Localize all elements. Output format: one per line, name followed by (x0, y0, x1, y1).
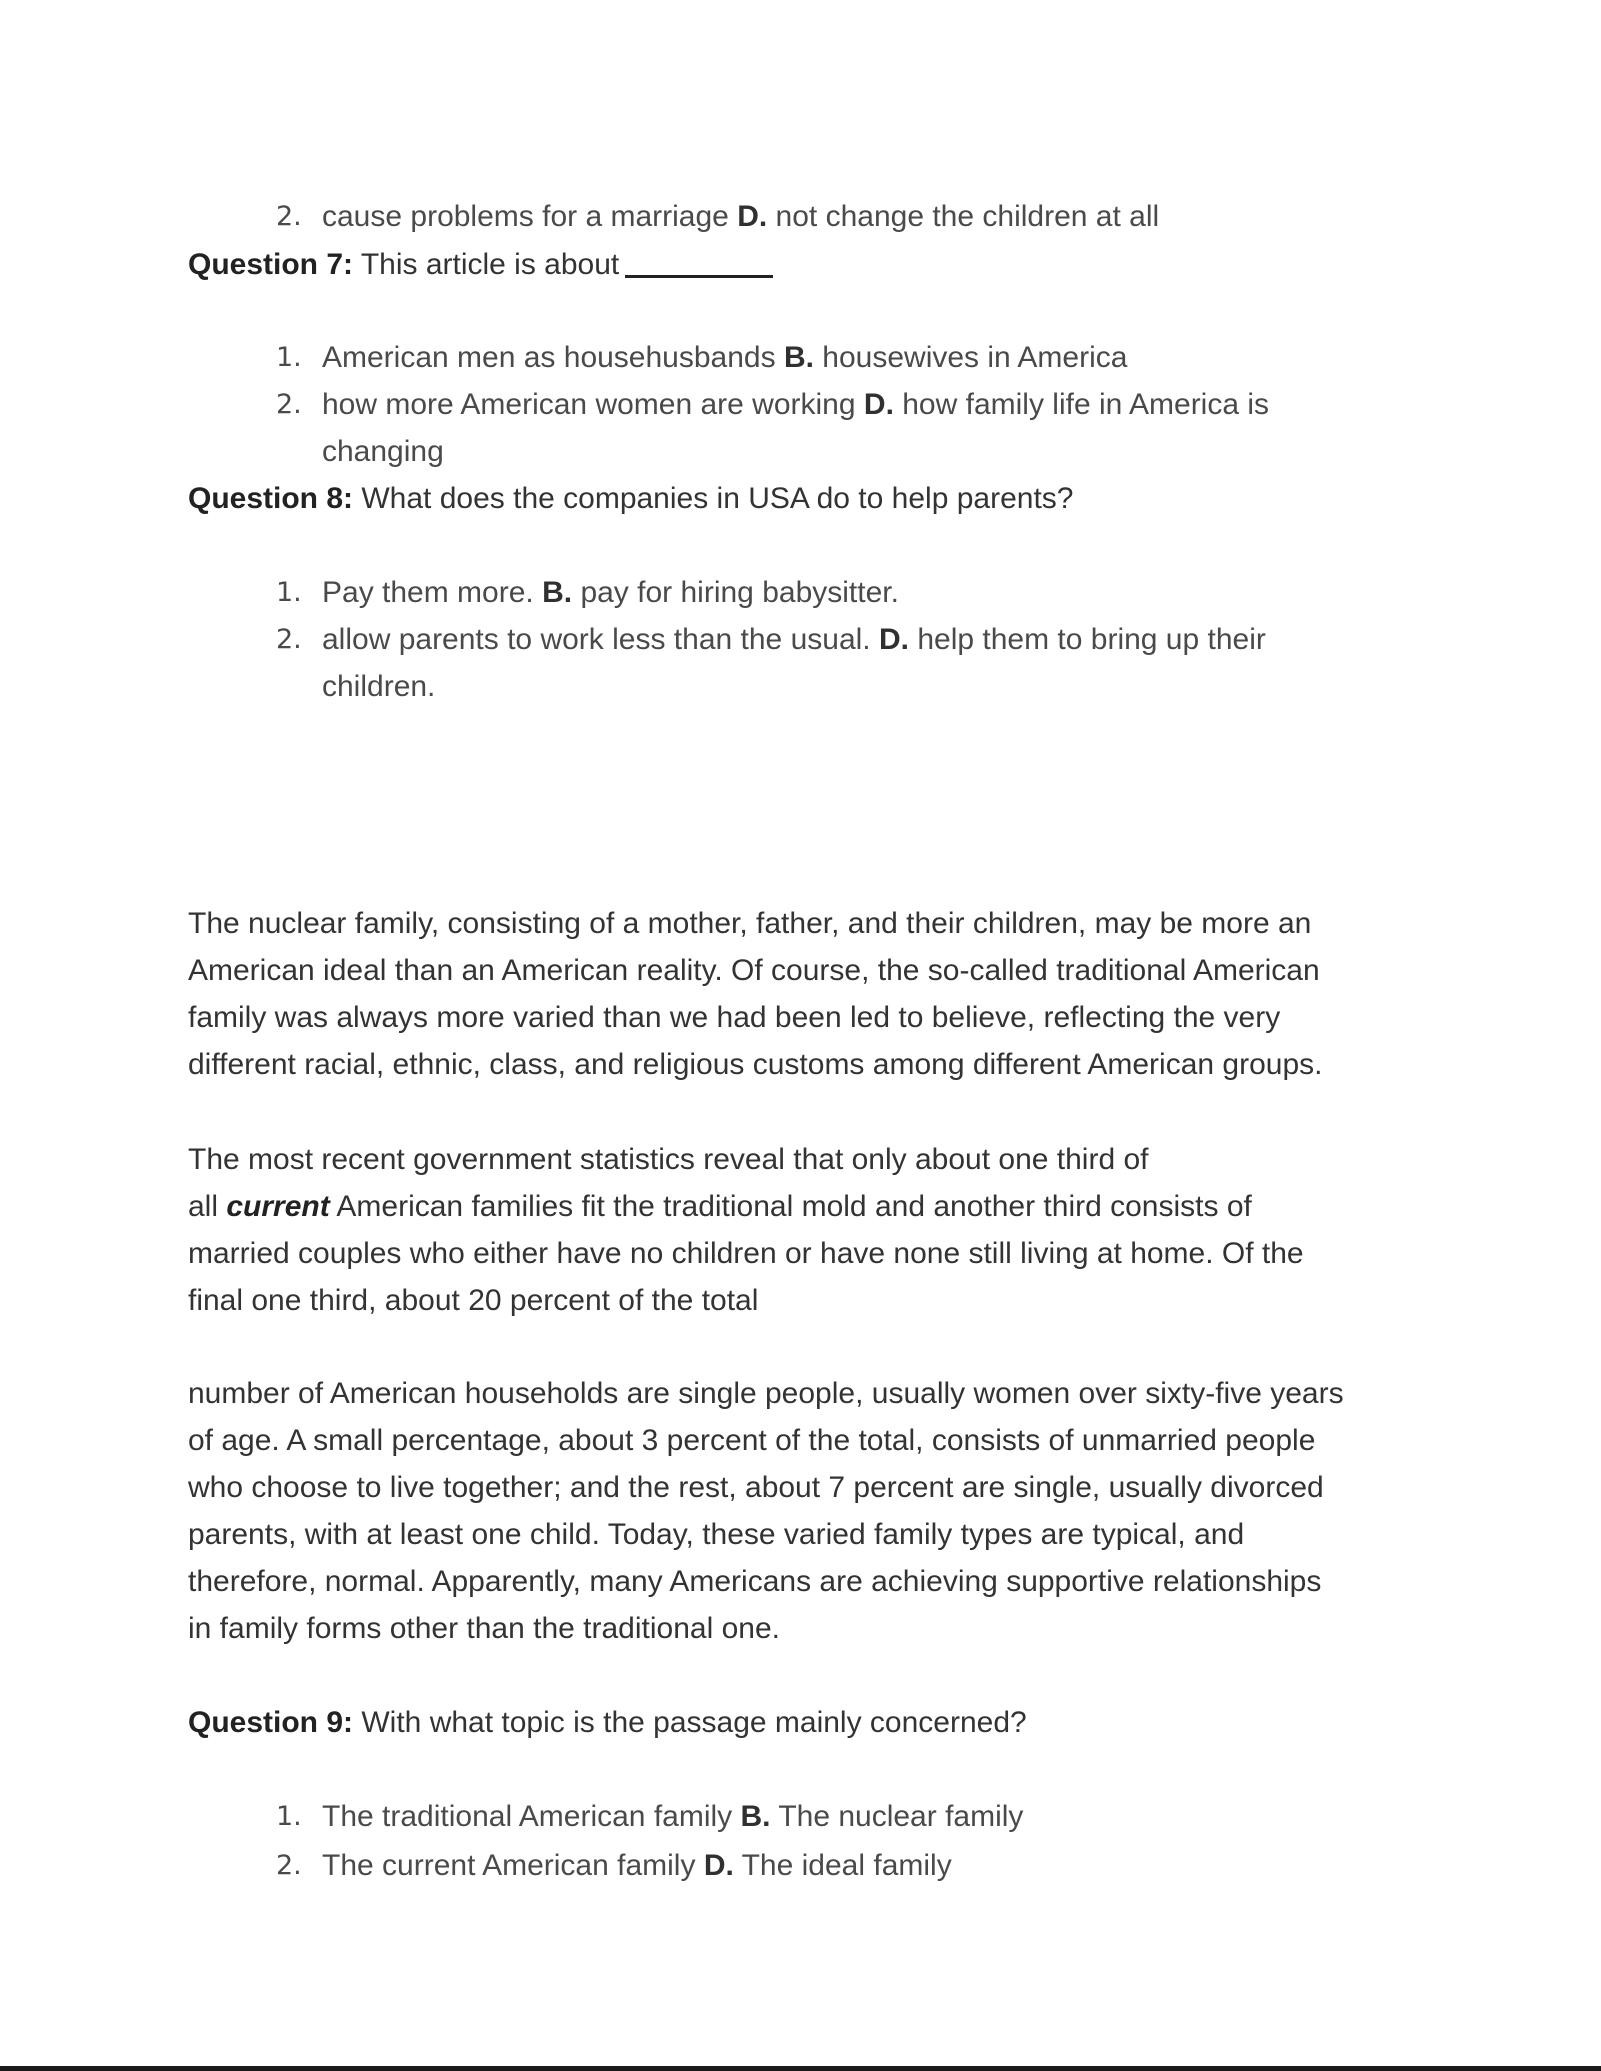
paragraph-line: number of American households are single people, usually women over sixty-five years (188, 1377, 1344, 1410)
option-letter-b: B. (740, 1800, 771, 1833)
paragraph-line: married couples who either have no children or have none still living at home. Of the (188, 1237, 1304, 1270)
question-label: Question 8: (188, 482, 354, 515)
paragraph-line: in family forms other than the traditional one. (188, 1612, 780, 1645)
option-text-d: not change the children at all (775, 200, 1160, 233)
question-label: Question 7: (188, 248, 354, 281)
option-number: 2. (276, 389, 302, 420)
passage-paragraph-1 (188, 900, 1322, 1088)
paragraph-line: all current American families fit the traditional mold and another third consists of (188, 1190, 1252, 1223)
option-text-a: Pay them more. (322, 576, 534, 609)
option-text-d: The ideal family (741, 1849, 952, 1882)
option-number: 2. (276, 1850, 302, 1881)
option-text-a: The traditional American family (322, 1800, 733, 1833)
question-7 (188, 245, 773, 285)
paragraph-line: final one third, about 20 percent of the total (188, 1284, 759, 1317)
option-number: 1. (276, 577, 302, 608)
page-bottom-border (0, 2066, 1601, 2071)
option-number: 2. (276, 201, 302, 232)
option-continuation: children. (322, 670, 436, 703)
passage-paragraph-3 (188, 1370, 1344, 1652)
paragraph-line: of age. A small percentage, about 3 percent of the total, consists of unmarried people (188, 1424, 1316, 1457)
option-letter-b: B. (542, 576, 573, 609)
paragraph-line: The nuclear family, consisting of a mother, father, and their children, may be more an (188, 907, 1312, 940)
option-text-a: American men as househusbands (322, 341, 776, 374)
question-text: What does the companies in USA do to help parents? (361, 482, 1074, 515)
paragraph-line: family was always more varied than we had been led to believe, reflecting the very (188, 1001, 1281, 1034)
option-text-b: The nuclear family (778, 1800, 1024, 1833)
answer-blank (625, 275, 773, 278)
paragraph-line: The most recent government statistics reveal that only about one third of (188, 1143, 1149, 1176)
option-text-d: help them to bring up their (917, 623, 1266, 656)
option-number: 1. (276, 342, 302, 373)
option-text-c: how more American women are working (322, 388, 856, 421)
option-number: 2. (276, 624, 302, 655)
option-letter-d: D. (863, 388, 894, 421)
question-8 (188, 479, 1073, 519)
paragraph-line: American ideal than an American reality. Of course, the so-called traditional American (188, 954, 1320, 987)
option-text-b: pay for hiring babysitter. (580, 576, 899, 609)
emphasized-word: current (226, 1190, 330, 1223)
option-text-c: allow parents to work less than the usual. (322, 623, 871, 656)
option-letter-d: D. (878, 623, 909, 656)
question-label: Question 9: (188, 1706, 354, 1739)
paragraph-line: who choose to live together; and the rest, about 7 percent are single, usually divorced (188, 1471, 1324, 1504)
question-text: This article is about (360, 248, 620, 281)
option-text-d: how family life in America is (902, 388, 1270, 421)
option-text-c: The current American family (322, 1849, 696, 1882)
paragraph-line: parents, with at least one child. Today, these varied family types are typical, and (188, 1518, 1245, 1551)
question-9 (188, 1703, 1027, 1743)
paragraph-line: therefore, normal. Apparently, many Americans are achieving supportive relationships (188, 1565, 1322, 1598)
option-number: 1. (276, 1801, 302, 1832)
passage-paragraph-2 (188, 1136, 1304, 1324)
option-letter-d: D. (703, 1849, 734, 1882)
option-continuation: changing (322, 435, 444, 468)
option-text-b: housewives in America (822, 341, 1128, 374)
option-letter-d: D. (737, 200, 768, 233)
question-text: With what topic is the passage mainly concerned? (361, 1706, 1027, 1739)
option-letter-b: B. (783, 341, 814, 374)
option-text-c: cause problems for a marriage (322, 200, 729, 233)
paragraph-line: different racial, ethnic, class, and religious customs among different American groups. (188, 1048, 1323, 1081)
